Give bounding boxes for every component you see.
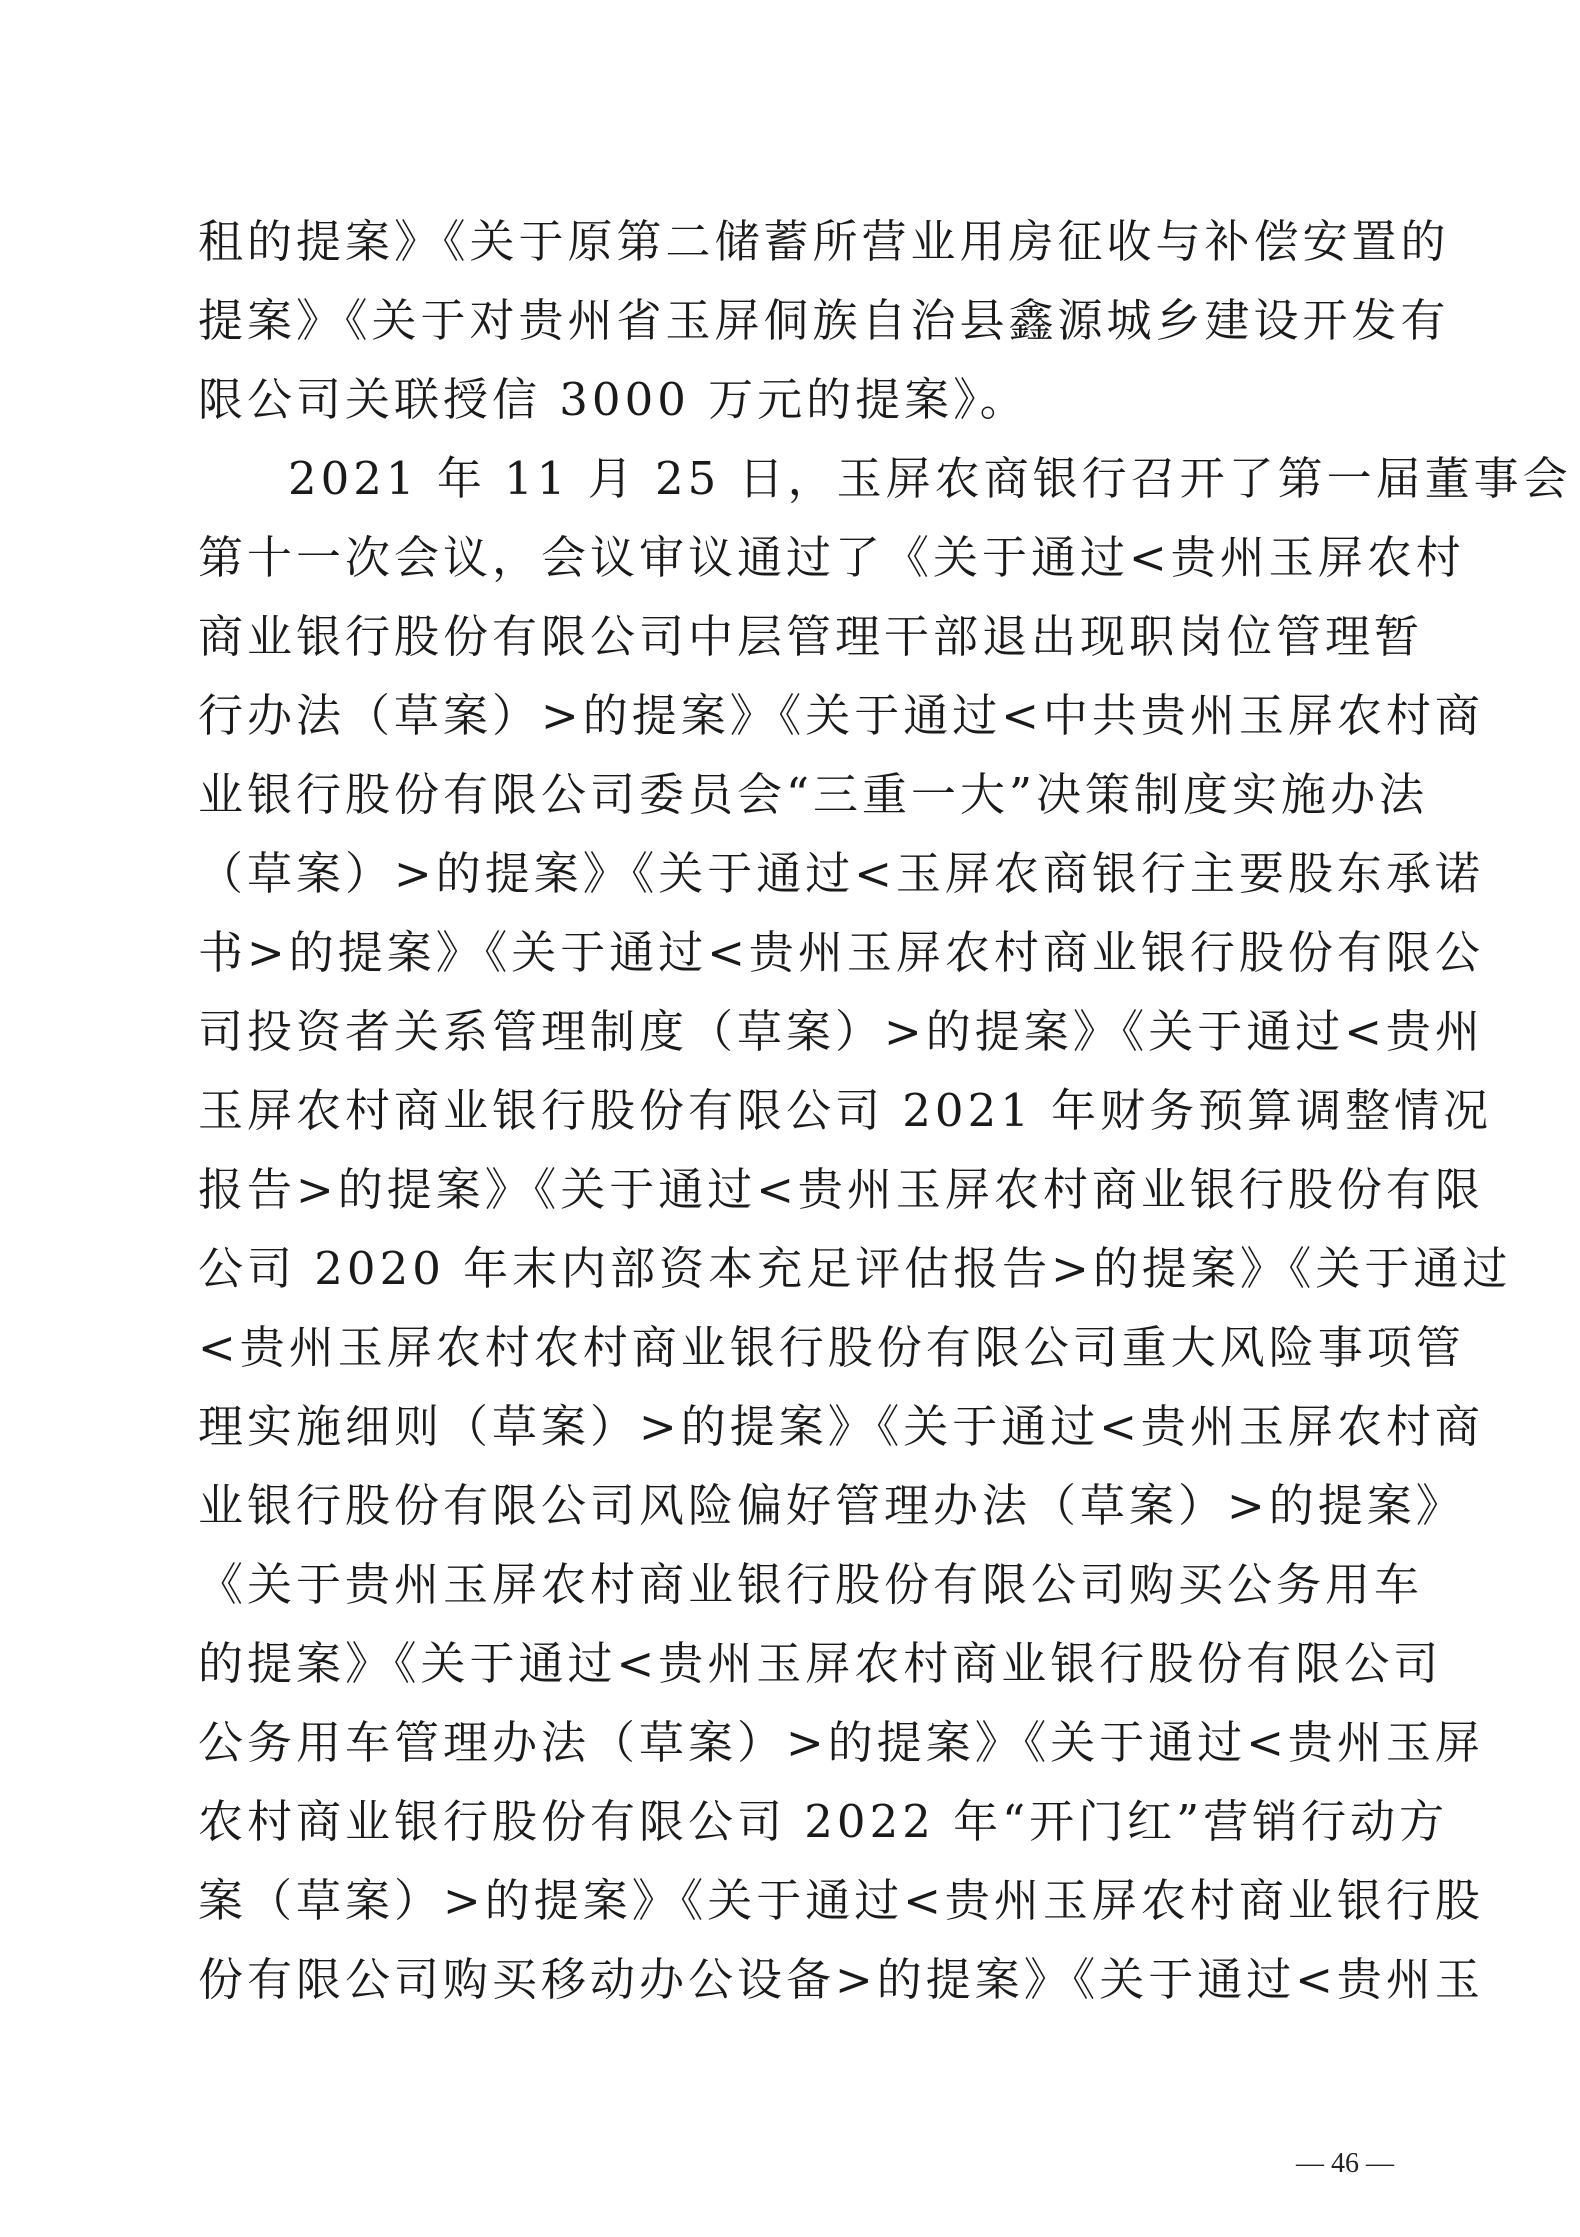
- text-line: 农村商业银行股份有限公司 2022 年“开门红”营销行动方: [198, 1795, 1449, 1848]
- body-text: [198, 202, 1572, 2019]
- text-line: 业银行股份有限公司风险偏好管理办法（草案）>的提案》: [198, 1479, 1465, 1532]
- text-line: 限公司关联授信 3000 万元的提案》。: [198, 373, 1029, 426]
- text-line: 司投资者关系管理制度（草案）>的提案》《关于通过<贵州: [198, 1005, 1484, 1058]
- text-line: 租的提案》《关于原第二储蓄所营业用房征收与补偿安置的: [198, 215, 1450, 268]
- text-line: <贵州玉屏农村农村商业银行股份有限公司重大风险事项管: [198, 1321, 1465, 1374]
- text-line: 理实施细则（草案）>的提案》《关于通过<贵州玉屏农村商: [198, 1400, 1484, 1453]
- paragraph-first-line: 2021 年 11 月 25 日，玉屏农商银行召开了第一届董事会: [288, 452, 1572, 505]
- text-line: 行办法（草案）>的提案》《关于通过<中共贵州玉屏农村商: [198, 689, 1484, 742]
- text-line: 玉屏农村商业银行股份有限公司 2021 年财务预算调整情况: [198, 1084, 1493, 1137]
- text-line: 书>的提案》《关于通过<贵州玉屏农村商业银行股份有限公: [198, 926, 1484, 979]
- text-line: 第十一次会议，会议审议通过了《关于通过<贵州玉屏农村: [198, 531, 1465, 584]
- text-line: 提案》《关于对贵州省玉屏侗族自治县鑫源城乡建设开发有: [198, 294, 1450, 347]
- text-line: 份有限公司购买移动办公设备>的提案》《关于通过<贵州玉: [198, 1953, 1484, 2006]
- text-line: 业银行股份有限公司委员会“三重一大”决策制度实施办法: [198, 768, 1429, 821]
- text-line: 公务用车管理办法（草案）>的提案》《关于通过<贵州玉屏: [198, 1716, 1484, 1769]
- text-line: 报告>的提案》《关于通过<贵州玉屏农村商业银行股份有限: [198, 1163, 1484, 1216]
- text-line: 商业银行股份有限公司中层管理干部退出现职岗位管理暂: [198, 610, 1424, 663]
- text-line: 《关于贵州玉屏农村商业银行股份有限公司购买公务用车: [198, 1558, 1424, 1611]
- page-number: — 46 —: [1296, 2148, 1394, 2179]
- text-line: 公司 2020 年末内部资本充足评估报告>的提案》《关于通过: [198, 1242, 1512, 1295]
- text-line: 案（草案）>的提案》《关于通过<贵州玉屏农村商业银行股: [198, 1874, 1484, 1927]
- text-line: （草案）>的提案》《关于通过<玉屏农商银行主要股东承诺: [198, 847, 1484, 900]
- text-line: 的提案》《关于通过<贵州玉屏农村商业银行股份有限公司: [198, 1637, 1443, 1690]
